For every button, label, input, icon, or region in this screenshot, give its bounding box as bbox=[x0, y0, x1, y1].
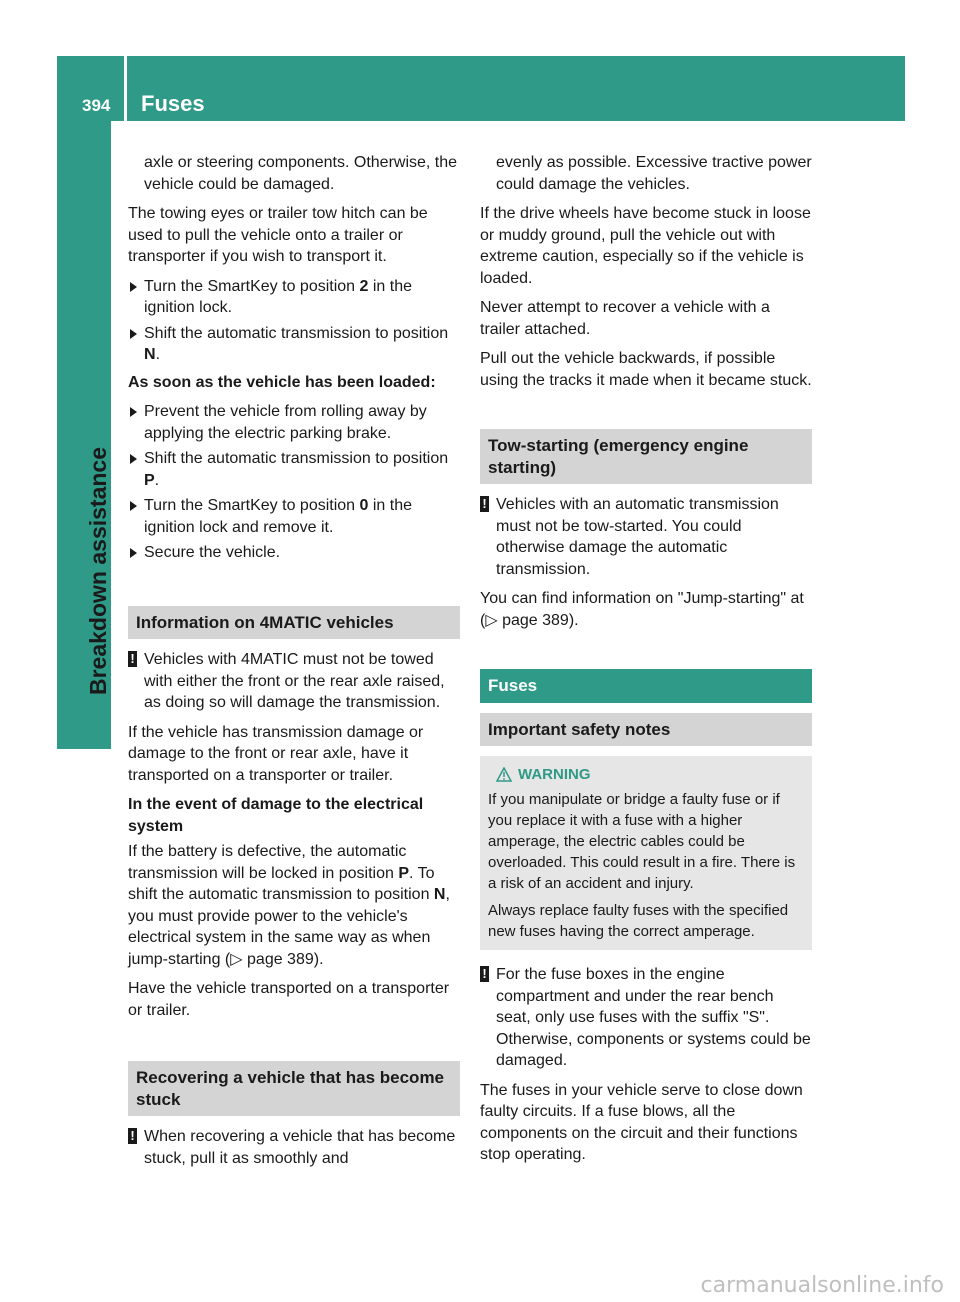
page-number: 394 bbox=[82, 96, 111, 115]
paragraph: Never attempt to recover a vehicle with a trailer attached. bbox=[480, 299, 770, 338]
right-column bbox=[480, 152, 812, 1174]
caution-note: ! Vehicles with 4MATIC must not be towed with either the front or the rear axle raised, as doing so will damage the transmission. bbox=[128, 649, 460, 714]
caution-icon: ! bbox=[480, 966, 489, 982]
warning-title: WARNING bbox=[488, 764, 804, 785]
caution-note: ! Vehicles with an automatic transmission must not be tow-started. You could otherwise damage the automatic transmission. bbox=[480, 494, 812, 580]
caution-icon: ! bbox=[128, 651, 137, 667]
paragraph: If the battery is defective, the automatic transmission will be locked in position P. To shift the automatic transmission to position N, you must provide power to the vehicle's electrical system in the same way as when jump-starting (▷ page 389). bbox=[128, 843, 450, 968]
paragraph: You can find information on "Jump-starting" at (▷ page 389). bbox=[480, 590, 804, 629]
page-reference-icon: ▷ bbox=[485, 611, 498, 629]
section-heading-recover: Recovering a vehicle that has become stuck bbox=[128, 1061, 460, 1116]
chapter-label: Breakdown assistance bbox=[85, 446, 111, 695]
warning-text: Always replace faulty fuses with the specified new fuses having the correct amperage. bbox=[488, 902, 789, 940]
caution-icon: ! bbox=[128, 1128, 137, 1144]
caution-icon: ! bbox=[480, 496, 489, 512]
step-item: Prevent the vehicle from rolling away by applying the electric parking brake. bbox=[128, 401, 460, 444]
paragraph: If the drive wheels have become stuck in loose or muddy ground, pull the vehicle out with extreme caution, especially so if the vehicle is loaded. bbox=[480, 205, 811, 287]
step-item: Turn the SmartKey to position 0 in the ignition lock and remove it. bbox=[128, 495, 460, 538]
warning-text: If you manipulate or bridge a faulty fuse or if you replace it with a fuse with a higher amperage, the electric cables could be overloaded. This could result in a fire. There is a risk of an accident and injury. bbox=[488, 791, 796, 892]
watermark: carmanualsonline.info bbox=[700, 1273, 944, 1298]
paragraph: The fuses in your vehicle serve to close down faulty circuits. If a fuse blows, all the components on the circuit and their functions stop operating. bbox=[480, 1081, 803, 1163]
step-item: Shift the automatic transmission to position N. bbox=[128, 323, 460, 366]
section-heading-4matic: Information on 4MATIC vehicles bbox=[128, 606, 460, 640]
page-title: Fuses bbox=[141, 91, 205, 116]
paragraph: If the vehicle has transmission damage or damage to the front or rear axle, have it transported on a transporter or trailer. bbox=[128, 723, 424, 784]
page-reference-icon: ▷ bbox=[230, 950, 243, 968]
step-item: Secure the vehicle. bbox=[128, 542, 460, 564]
warning-box bbox=[480, 756, 812, 950]
section-heading-fuses: Fuses bbox=[480, 669, 812, 703]
left-column bbox=[128, 152, 460, 1177]
step-item: Turn the SmartKey to position 2 in the ignition lock. bbox=[128, 276, 460, 319]
section-heading-tow-starting: Tow-starting (emergency engine starting) bbox=[480, 429, 812, 484]
step-item: Shift the automatic transmission to position P. bbox=[128, 448, 460, 491]
paragraph: evenly as possible. Excessive tractive power could damage the vehicles. bbox=[496, 154, 812, 193]
paragraph: axle or steering components. Otherwise, the vehicle could be damaged. bbox=[144, 154, 458, 193]
paragraph: Pull out the vehicle backwards, if possible using the tracks it made when it became stuck. bbox=[480, 350, 812, 389]
paragraph: Have the vehicle transported on a transporter or trailer. bbox=[128, 980, 450, 1019]
subheading: As soon as the vehicle has been loaded: bbox=[128, 373, 436, 391]
caution-note: ! When recovering a vehicle that has become stuck, pull it as smoothly and bbox=[128, 1126, 460, 1169]
section-heading-safety: Important safety notes bbox=[480, 713, 812, 747]
subheading: In the event of damage to the electrical system bbox=[128, 796, 424, 835]
header-divider bbox=[124, 56, 127, 121]
caution-note: ! For the fuse boxes in the engine compartment and under the rear bench seat, only use fuses with the suffix "S". Otherwise, components or systems could be damaged. bbox=[480, 964, 812, 1072]
paragraph: The towing eyes or trailer tow hitch can be used to pull the vehicle onto a trailer or transporter if you wish to transport it. bbox=[128, 205, 428, 265]
warning-triangle-icon bbox=[496, 767, 512, 782]
